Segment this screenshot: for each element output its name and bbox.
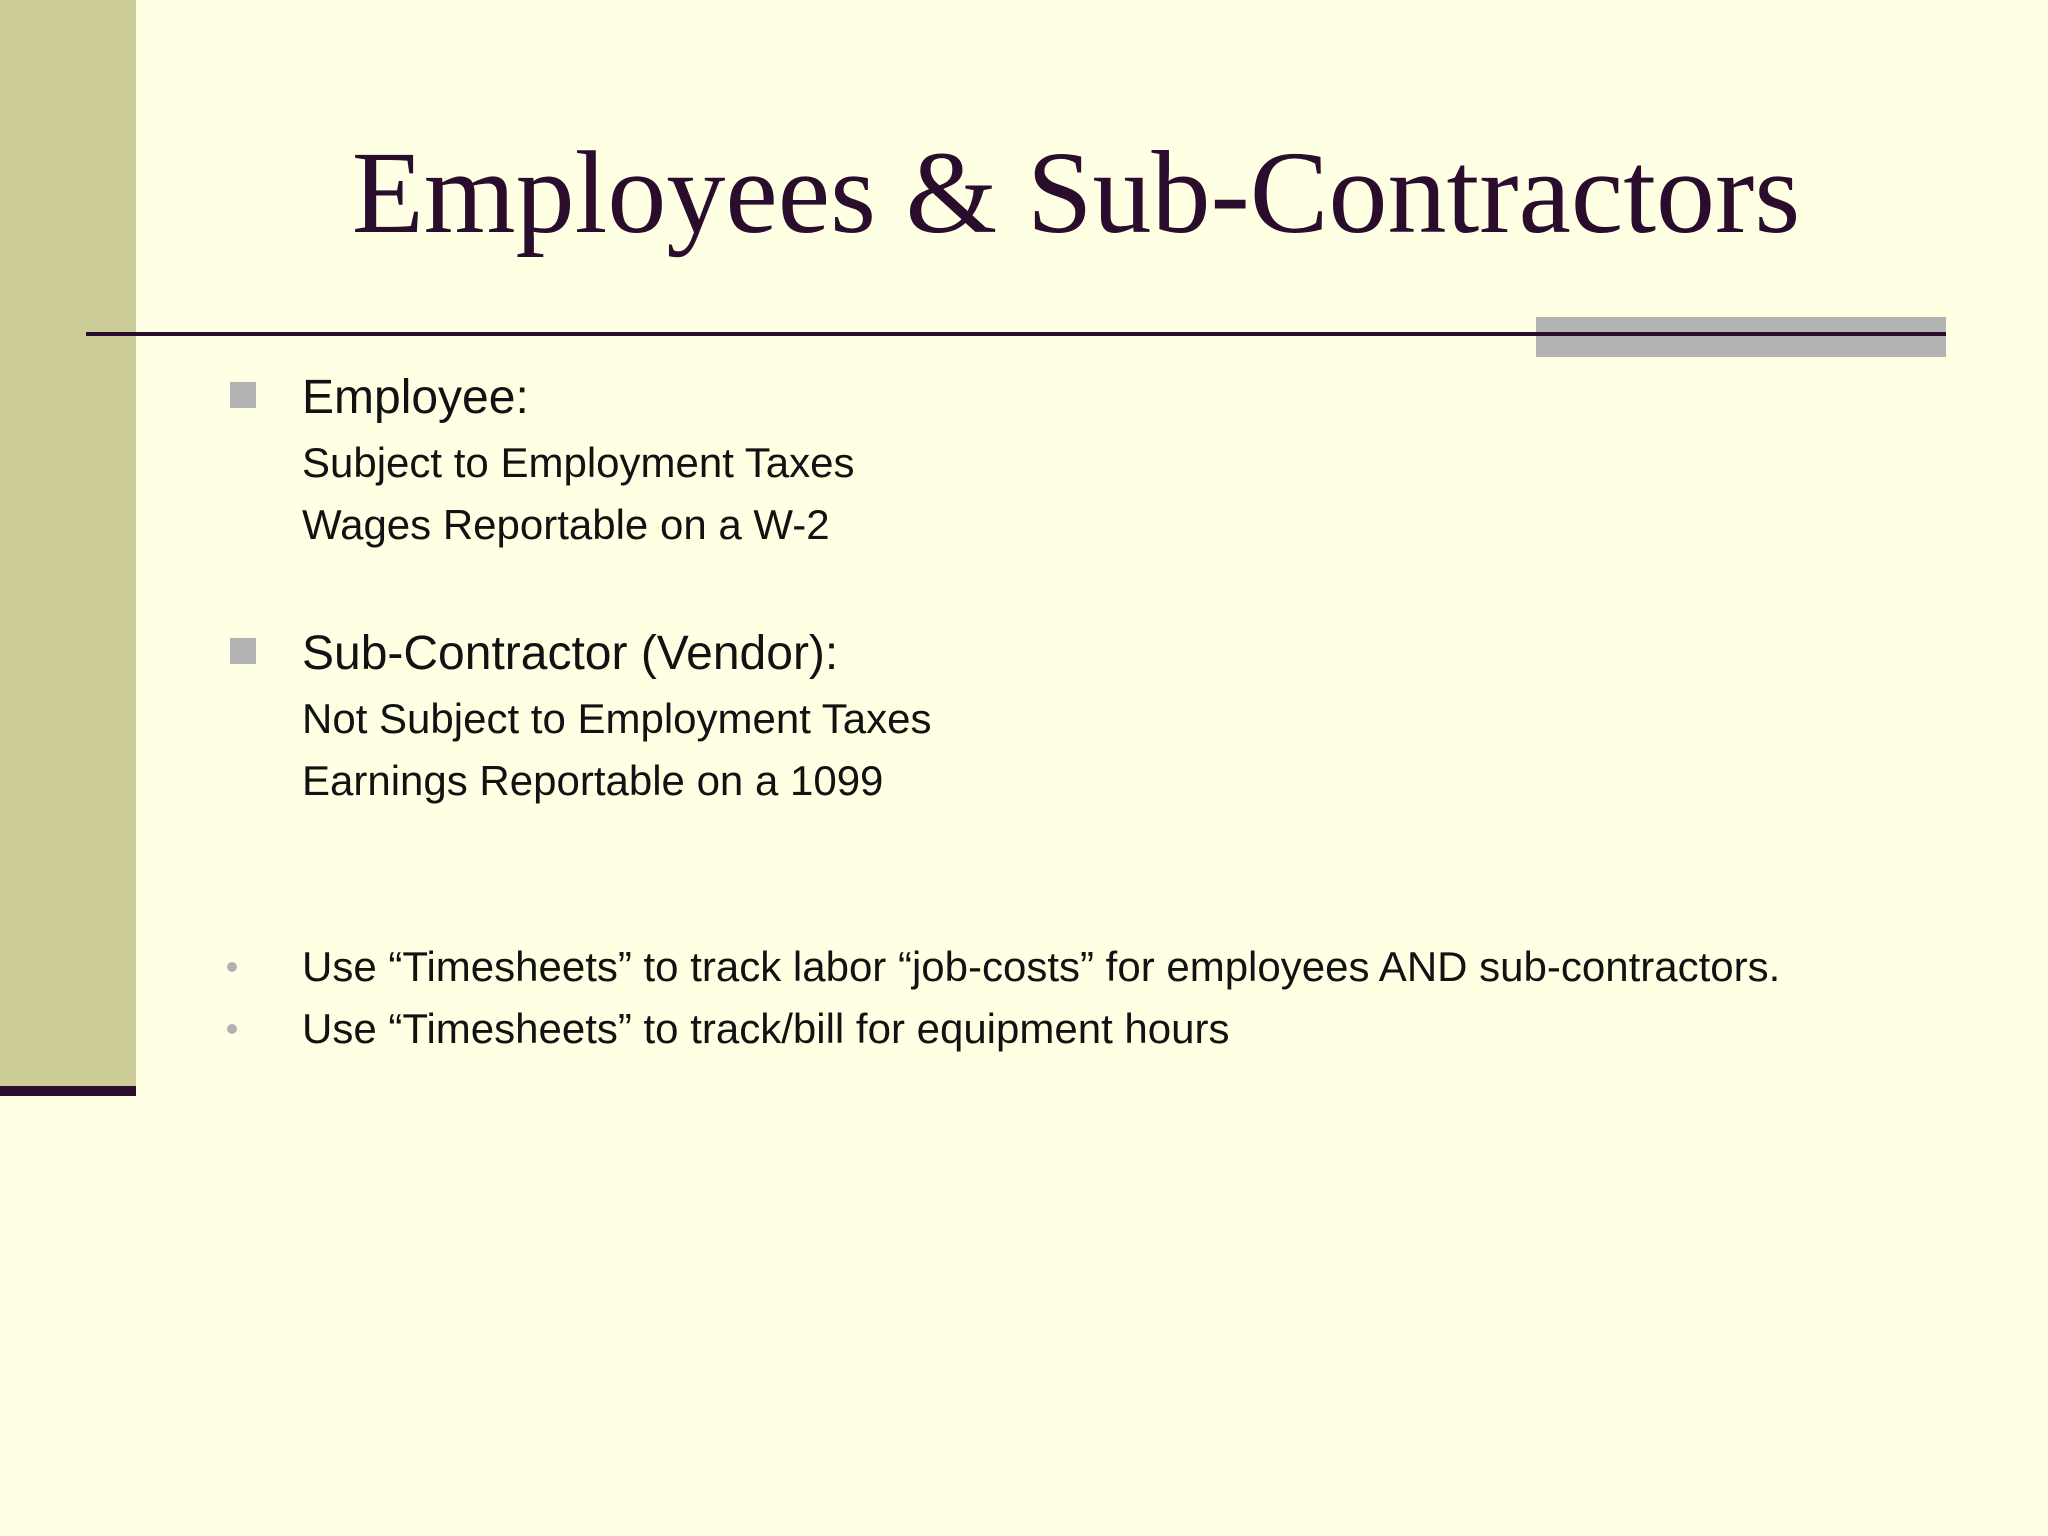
dot-bullet-icon — [227, 1024, 237, 1034]
square-bullet-icon — [230, 638, 256, 664]
section-line: Not Subject to Employment Taxes — [302, 695, 932, 742]
section-heading-employee: Employee: — [302, 371, 529, 424]
title-accent-block — [1536, 317, 1946, 357]
section-heading-subcontractor: Sub-Contractor (Vendor): — [302, 627, 839, 680]
note-item: Use “Timesheets” to track labor “job-costs” for employees AND sub-contractors. — [302, 943, 1781, 990]
side-accent-bar-foot — [0, 1086, 136, 1096]
side-accent-bar — [0, 0, 136, 1086]
note-item: Use “Timesheets” to track/bill for equipment hours — [302, 1005, 1230, 1052]
section-line: Subject to Employment Taxes — [302, 439, 855, 486]
slide-title: Employees & Sub-Contractors — [351, 127, 1801, 258]
square-bullet-icon — [230, 382, 256, 408]
section-line: Wages Reportable on a W-2 — [302, 501, 830, 548]
dot-bullet-icon — [227, 962, 237, 972]
section-line: Earnings Reportable on a 1099 — [302, 757, 884, 804]
title-divider — [86, 332, 1946, 336]
